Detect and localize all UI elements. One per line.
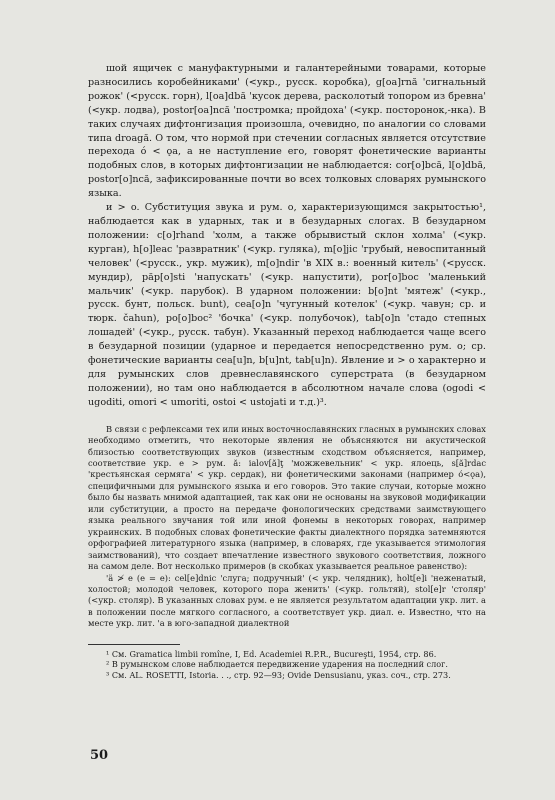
footnotes	[88, 649, 486, 681]
text-block	[88, 62, 486, 681]
page-number: 50	[90, 748, 109, 763]
small-paragraph-1: В связи с рефлексами тех или иных восточнославянских гласных в румынских словах необходимо отметить, что некоторые явления не объясняются ни акустической близостью соответствующих звуков (известным сходством объясняется, например, соответствие укр. е > рум. ă: ialov[ă]ţ 'можжевельник' < укр. ялоець, s[ă]rdac 'крестьянская сермяга' < укр. сердак), ни фонетическими законами (например ó<ǫa), специфичными для румынского языка и его говоров. Это такие случаи, которые можно было бы назвать мнимой адаптацией, так как они не основаны на звуковой модификации или субституции, а просто на передаче фонологических средствами заимствующего языка реального звучания той или иной фонемы в некоторых говорах, например украинских. В подобных словах фонетические факты диалектного порядка затемняются орфографией литературного языка (например, в словарях, где указывается этимология заимствований), что создает впечатление известного звукового соответствия, ложного на самом деле. Вот несколько примеров (в скобках указывается реальное равенство):	[88, 423, 486, 572]
section-spacer	[88, 410, 486, 424]
small-paragraph-2: 'ä ≯ e (e = e): cel[e]dnic 'слуга; подручный' (< укр. челядник), holt[e]i 'неженатый, холостой; молодой человек, которого пора женить' (<укр. гольтяй), stol[e]r 'столяр' (<укр. столяр). В указанных словах рум. е не является результатом адаптации укр. лит. а в положении после мягкого согласного, а соответствует укр. диал. е. Известно, что на месте укр. лит. 'а в юго-западной диалектной	[88, 572, 486, 629]
main-text	[88, 62, 486, 410]
footnote-1: ¹ См. Gramatica limbii romîne, I, Ed. Academiei R.P.R., Bucureşti, 1954, стр. 86.	[106, 648, 437, 659]
footnote-3: ³ См. AL. ROSETTI, Istoria. . ., стр. 92—93; Ovide Densusianu, указ. соч., стр. 273.	[106, 670, 451, 680]
footnote-2: ² В румынском слове наблюдается передвижение ударения на последний слог.	[106, 659, 448, 670]
main-paragraph-2: и > o. Субституция звука и рум. o, характеризующимся закрытостью¹, наблюдается как в ударных, так и в безударных слогах. В безударном положении: c[o]rhand 'холм, а также обрывистый склон холма' (<укр. курган), h[o]leac 'развратник' (<укр. гуляка), m[o]jic 'грубый, невоспитанный человек' (<русск., укр. мужик), m[o]ndir 'в XIX в.: военный китель' (<русск. мундир), păp[o]sti 'напускать' (<укр. напустити), por[o]boc 'маленький мальчик' (<укр. парубок). В ударном положении: b[o]nt 'мятеж' (<укр., русск. бунт, польск. bunt), cea[o]n 'чугунный котелок' (<укр. чавун; ср. и тюрк. čahun), po[o]boc² 'бочка' (<укр. полубочок), tab[o]n 'стадо степных лошадей' (<укр., русск. табун). Указанный переход наблюдается чаще всего в безударной позиции (ударное и передается непосредственно рум. о; ср. фонетические варианты cea[u]n, b[u]nt, tab[u]n). Явление и > о характерно и для румынских слов древнеславянского суперстрата (в безударном положении), но там оно наблюдается в абсолютном начале слова (ogodi < ugoditi, omori < umoriti, ostoi < ustojati и т.д.)³.	[88, 202, 486, 408]
footnote-separator	[88, 644, 180, 645]
small-print-text	[88, 424, 486, 630]
main-paragraph-1: шой ящичек с мануфактурными и галантерейными товарами, которые разносились коробейниками' (<укр., русск. коробка), g[oa]rnă 'сигнальный рожок' (<русск. горн), l[oa]dbă 'кусок дерева, расколотый топором из бревна' (<укр. лодва), postor[oa]ncă 'постромка; пройдоха' (<укр. посторонок,-нка). В таких случаях дифтонгизация произошла, очевидно, по аналогии со словами типа droagă. О том, что нормой при стечении согласных является отсутствие перехода ó < ǫa, а не наступление его, говорят фонетические варианты подобных слов, в которых дифтонгизации не наблюдается: cor[o]bcă, l[o]dbă, postor[o]ncă, зафиксированные почти во всех толковых словарях румынского языка.	[88, 63, 486, 200]
